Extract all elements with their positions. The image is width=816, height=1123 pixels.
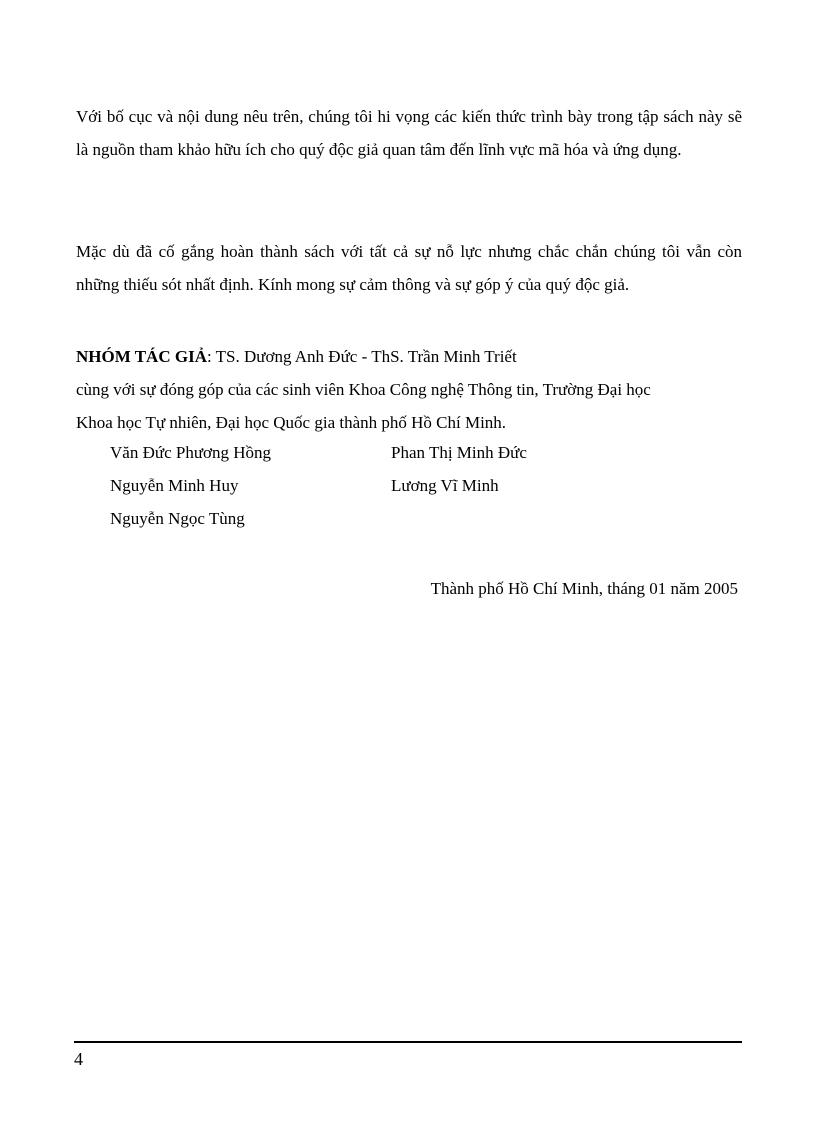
contribution-line-1: cùng với sự đóng góp của các sinh viên Khoa Công nghệ Thông tin, Trường Đại học (76, 380, 651, 399)
student-name: Nguyễn Minh Huy (110, 476, 239, 495)
authors-block (76, 340, 742, 439)
closing-paragraph: Với bố cục và nội dung nêu trên, chúng tôi hi vọng các kiến thức trình bày trong tập sách này sẽ là nguồn tham khảo hữu ích cho quý độc giả quan tâm đến lĩnh vực mã hóa và ứng dụng. (76, 107, 742, 159)
student-row (110, 436, 527, 469)
student-name: Lương Vĩ Minh (391, 476, 499, 495)
authors-line (76, 340, 742, 373)
student-name: Nguyễn Ngọc Tùng (110, 509, 245, 528)
contribution-line-2: Khoa học Tự nhiên, Đại học Quốc gia thành phố Hồ Chí Minh. (76, 413, 507, 432)
student-name: Văn Đức Phương Hồng (110, 443, 272, 462)
authors-names: : TS. Dương Anh Đức - ThS. Trần Minh Triết (206, 347, 517, 366)
student-list (110, 436, 527, 535)
student-name: Phan Thị Minh Đức (391, 443, 527, 462)
student-row (110, 469, 527, 502)
apology-paragraph: Mặc dù đã cố gắng hoàn thành sách với tất cả sự nỗ lực nhưng chắc chắn chúng tôi vẫn còn những thiếu sót nhất định. Kính mong sự cảm thông và sự góp ý của quý độc giả. (76, 242, 742, 294)
footer-divider (74, 1041, 742, 1043)
page-number: 4 (74, 1049, 83, 1069)
authors-label: NHÓM TÁC GIẢ (76, 347, 207, 366)
student-row (110, 502, 527, 535)
place-date-signoff: Thành phố Hồ Chí Minh, tháng 01 năm 2005 (430, 579, 738, 598)
